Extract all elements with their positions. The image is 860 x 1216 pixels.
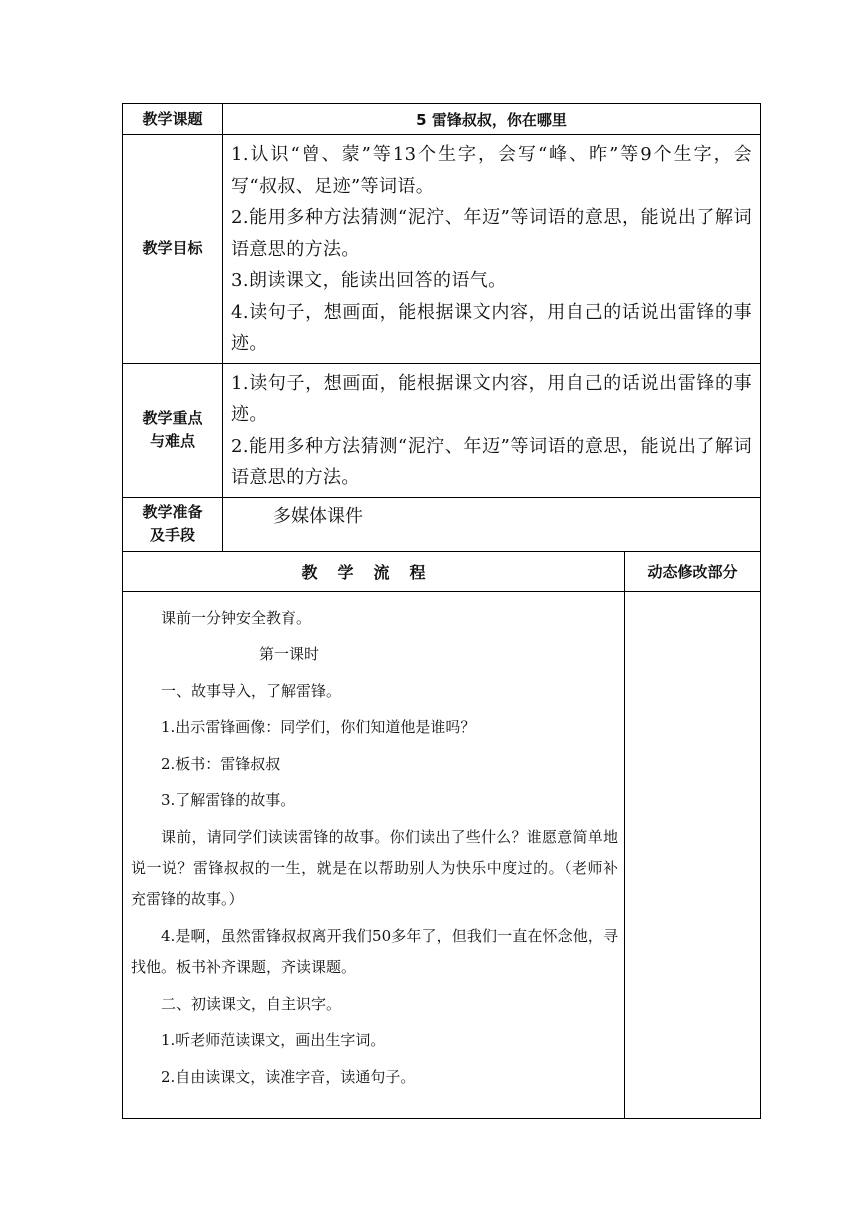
prep-label <box>123 497 223 551</box>
dynamic-header: 动态修改部分 <box>625 551 761 591</box>
goal-item: 3.朗读课文，能读出回答的语气。 <box>231 270 507 291</box>
topic-row <box>123 104 761 135</box>
key-point-item: 1.读句子，想画面，能根据课文内容，用自己的话说出雷锋的事迹。 <box>231 372 753 425</box>
goals-label: 教学目标 <box>123 135 223 364</box>
key-point-item: 2.能用多种方法猜测“泥泞、年迈”等词语的意思，能说出了解词语意思的方法。 <box>231 435 753 488</box>
flow-line: 2.板书：雷锋叔叔 <box>161 754 281 773</box>
flow-line: 3.了解雷锋的故事。 <box>161 791 296 809</box>
flow-content <box>123 591 625 1118</box>
dynamic-notes-cell <box>625 591 761 1118</box>
goals-content <box>223 135 761 364</box>
goal-item: 2.能用多种方法猜测“泥泞、年迈”等词语的意思，能说出了解词语意思的方法。 <box>231 207 753 260</box>
flow-line: 二、初读课文，自主识字。 <box>161 994 342 1013</box>
key-points-row <box>123 363 761 497</box>
lesson-plan-table <box>122 103 761 1119</box>
flow-body-row <box>123 591 761 1118</box>
flow-line: 1.听老师范读课文，画出生字词。 <box>161 1031 386 1049</box>
flow-section-title: 第一课时 <box>259 645 320 663</box>
goal-item: 4.读句子，想画面，能根据课文内容，用自己的话说出雷锋的事迹。 <box>231 301 753 354</box>
flow-line: 课前一分钟安全教育。 <box>161 608 312 627</box>
goal-item: 1.认识“曾、蒙”等13个生字，会写“峰、昨”等9个生字，会写“叔叔、足迹”等词语。 <box>231 144 753 197</box>
prep-row <box>123 497 761 551</box>
topic-label: 教学课题 <box>123 104 223 135</box>
key-points-label-text: 教学重点与难点 <box>142 409 203 450</box>
key-points-content <box>223 363 761 497</box>
flow-header: 教学流程 <box>123 551 625 591</box>
prep-value: 多媒体课件 <box>223 497 761 551</box>
prep-label-text: 教学准备及手段 <box>142 503 203 544</box>
topic-value: 5 雷锋叔叔，你在哪里 <box>223 104 761 135</box>
flow-line: 一、故事导入，了解雷锋。 <box>161 681 342 700</box>
flow-header-row <box>123 551 761 591</box>
flow-line: 1.出示雷锋画像：同学们，你们知道他是谁吗？ <box>161 718 476 736</box>
flow-line: 课前，请同学们读读雷锋的故事。你们读出了些什么？谁愿意简单地说一说？雷锋叔叔的一生，就是在以帮助别人为快乐中度过的。（老师补充雷锋的故事。） <box>131 827 618 908</box>
key-points-label <box>123 363 223 497</box>
flow-line: 2.自由读课文，读准字音，读通句子。 <box>161 1067 416 1086</box>
goals-row <box>123 135 761 364</box>
flow-line: 4.是啊，虽然雷锋叔叔离开我们50多年了，但我们一直在怀念他，寻找他。板书补齐课题，齐读课题。 <box>131 926 618 976</box>
